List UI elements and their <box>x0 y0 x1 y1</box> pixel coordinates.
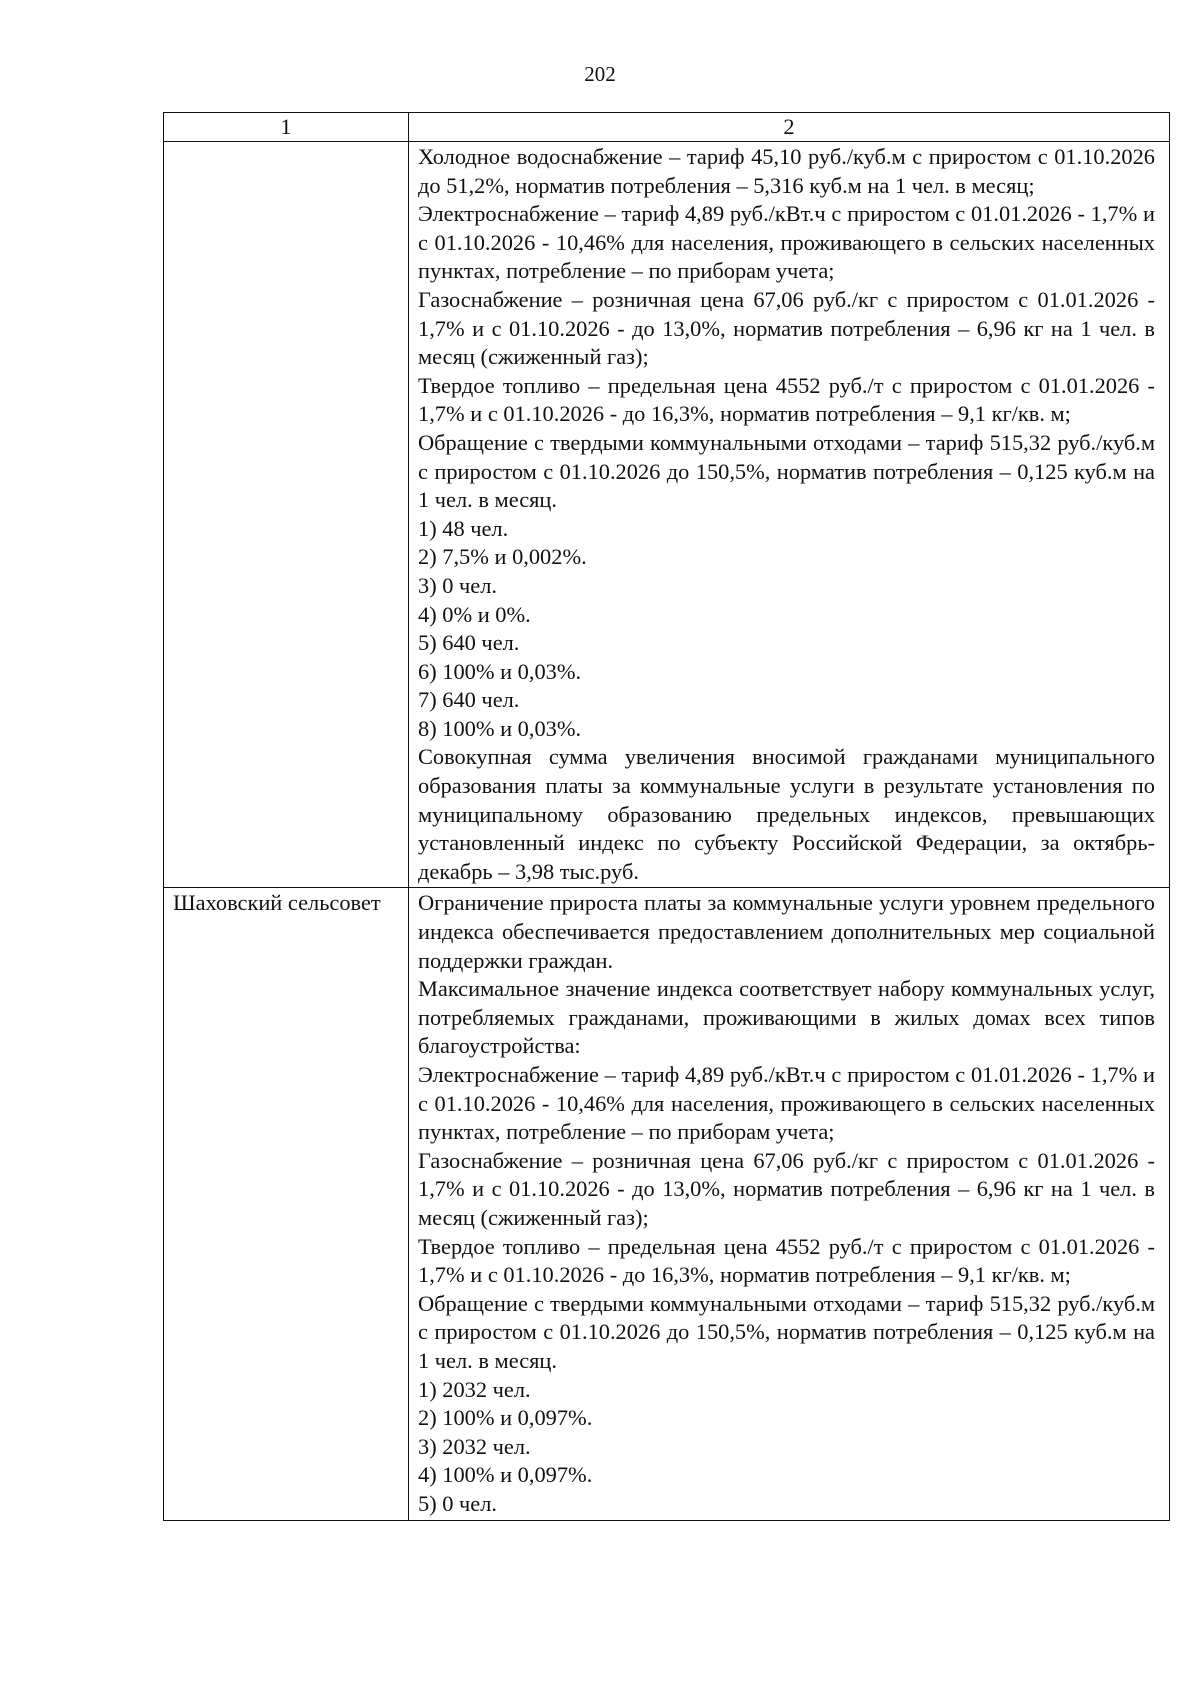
list-item: 7) 640 чел. <box>418 687 520 713</box>
list-item: 4) 100% и 0,097%. <box>418 1462 593 1488</box>
paragraph-electricity: Электроснабжение – тариф 4,89 руб./кВт.ч с приростом с 01.01.2026 - 1,7% и с 01.10.2026 - 10,46% для населения, проживающего в сельских населенных пунктах, потребление – по приборам учета; <box>418 1062 1155 1145</box>
data-table <box>163 112 1170 1521</box>
paragraph-solid-fuel: Твердое топливо – предельная цена 4552 руб./т с приростом с 01.01.2026 - 1,7% и с 01.10.2026 - до 16,3%, норматив потребления – 9,1 кг/кв. м; <box>418 1233 1155 1288</box>
description-cell <box>409 142 1170 888</box>
column-header-2: 2 <box>409 113 1170 142</box>
paragraph-solid-fuel: Твердое топливо – предельная цена 4552 руб./т с приростом с 01.01.2026 - 1,7% и с 01.10.2026 - до 16,3%, норматив потребления – 9,1 кг/кв. м; <box>418 372 1155 427</box>
paragraph-waste: Обращение с твердыми коммунальными отходами – тариф 515,32 руб./куб.м с приростом с 01.10.2026 до 150,5%, норматив потребления – 0,125 куб.м на 1 чел. в месяц. <box>418 1290 1155 1373</box>
table-row <box>164 142 1170 888</box>
list-item: 2) 100% и 0,097%. <box>418 1405 593 1431</box>
page-number: 202 <box>584 62 616 86</box>
list-item: 6) 100% и 0,03%. <box>418 658 582 684</box>
paragraph-gas: Газоснабжение – розничная цена 67,06 руб./кг с приростом с 01.01.2026 - 1,7% и с 01.10.2026 - до 13,0%, норматив потребления – 6,96 кг на 1 чел. в месяц (сжиженный газ); <box>418 286 1155 370</box>
column-header-1: 1 <box>164 113 409 142</box>
paragraph-gas: Газоснабжение – розничная цена 67,06 руб./кг с приростом с 01.01.2026 - 1,7% и с 01.10.2026 - до 13,0%, норматив потребления – 6,96 кг на 1 чел. в месяц (сжиженный газ); <box>418 1147 1155 1230</box>
list-item: 1) 48 чел. <box>418 515 509 541</box>
municipality-cell <box>164 142 409 888</box>
paragraph-waste: Обращение с твердыми коммунальными отходами – тариф 515,32 руб./куб.м с приростом с 01.10.2026 до 150,5%, норматив потребления – 0,125 куб.м на 1 чел. в месяц. <box>418 429 1155 513</box>
paragraph-electricity: Электроснабжение – тариф 4,89 руб./кВт.ч с приростом с 01.01.2026 - 1,7% и с 01.10.2026 - 10,46% для населения, проживающего в сельских населенных пунктах, потребление – по приборам учета; <box>418 201 1155 284</box>
municipality-cell: Шаховский сельсовет <box>164 888 409 1520</box>
paragraph-max-index: Максимальное значение индекса соответствует набору коммунальных услуг, потребляемых гражданами, проживающими в жилых домах всех типов благоустройства: <box>418 976 1155 1059</box>
list-item: 4) 0% и 0%. <box>418 601 531 627</box>
list-item: 5) 0 чел. <box>418 1490 498 1516</box>
list-item: 2) 7,5% и 0,002%. <box>418 544 587 570</box>
list-item: 1) 2032 чел. <box>418 1376 531 1402</box>
table-row <box>164 888 1170 1520</box>
list-item: 8) 100% и 0,03%. <box>418 715 582 741</box>
paragraph-limitation: Ограничение прироста платы за коммунальные услуги уровнем предельного индекса обеспечивается предоставлением дополнительных мер социальной поддержки граждан. <box>418 890 1155 973</box>
list-item: 3) 0 чел. <box>418 572 498 598</box>
paragraph-summary: Совокупная сумма увеличения вносимой гражданами муниципального образования платы за коммунальные услуги в результате установления по муниципальному образованию предельных индексов, превышающих установленный индекс по субъекту Российской Федерации, за октябрь-декабрь – 3,98 тыс.руб. <box>418 744 1155 884</box>
table-header-row <box>164 113 1170 142</box>
list-item: 3) 2032 чел. <box>418 1433 531 1459</box>
paragraph-cold-water: Холодное водоснабжение – тариф 45,10 руб./куб.м с приростом с 01.10.2026 до 51,2%, норматив потребления – 5,316 куб.м на 1 чел. в месяц; <box>418 144 1155 198</box>
description-cell <box>409 888 1170 1520</box>
list-item: 5) 640 чел. <box>418 630 520 656</box>
